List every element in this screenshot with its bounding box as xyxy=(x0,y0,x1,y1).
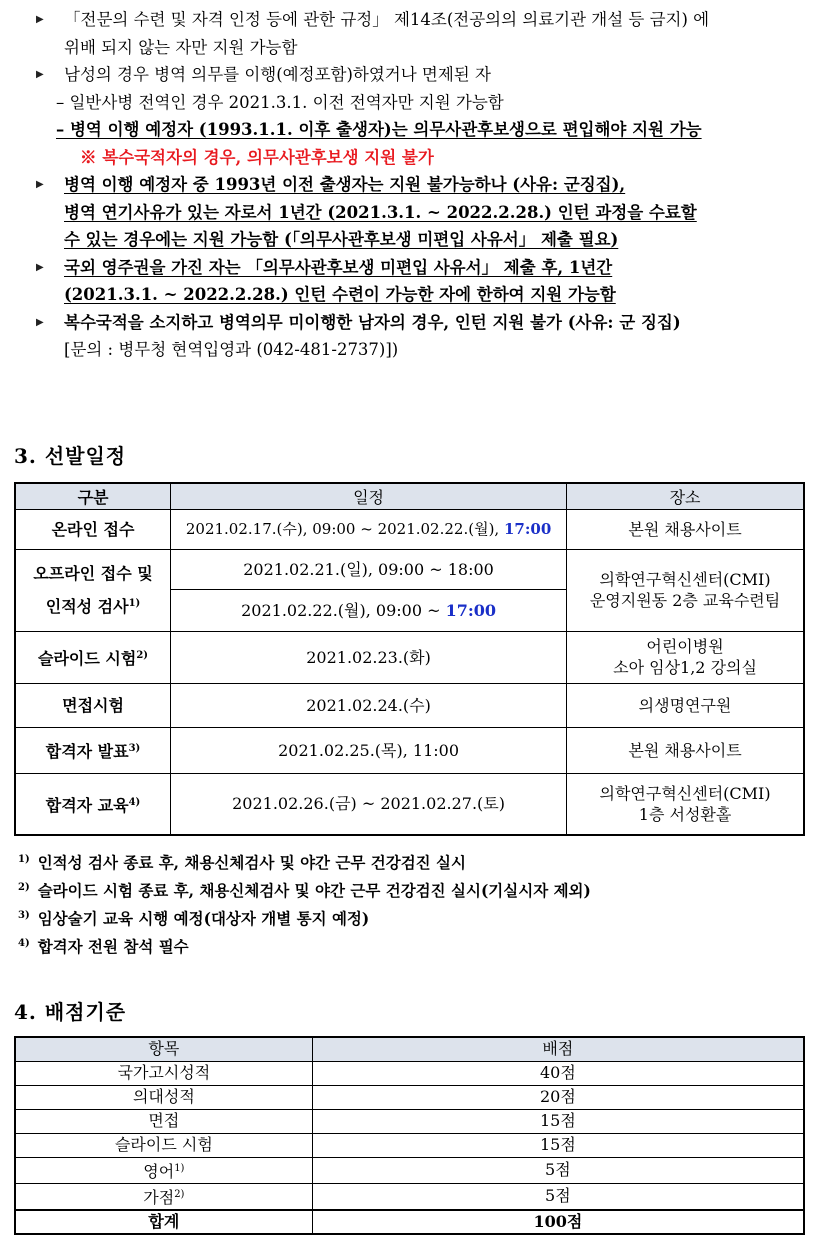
schedule-table xyxy=(14,482,805,836)
table-row: 2021.02.22.(월), 09:00 ~ 17:00 xyxy=(15,589,804,631)
table-row: 영어$^{1)}$ 5점 xyxy=(15,1157,804,1183)
arrow-icon: ▶ xyxy=(36,179,44,190)
arrow-icon: ▶ xyxy=(36,316,44,328)
footnote: $^{4)}$ 합격자 전원 참석 필수 xyxy=(18,937,189,956)
sub-item-cadet: – 병역 이행 예정자 (1993.1.1. 이후 출생자)는 의무사관후보생으로 편입해야 지원 가능 xyxy=(56,120,702,139)
table-row: 슬라이드 시험$^{2)}$ 2021.02.23.(화) 어린이병원 소아 임상1,2 강의실 xyxy=(15,631,804,683)
sub-item-discharged: – 일반사병 전역인 경우 2021.3.1. 이전 전역자만 지원 가능함 xyxy=(56,92,504,112)
table-header-row: 항목 배점 xyxy=(15,1037,804,1061)
section-title-scoring: 4. 배점기준 xyxy=(14,1000,127,1024)
footnote: $^{2)}$ 슬라이드 시험 종료 후, 채용신체검사 및 야간 근무 건강검진 실시(기실시자 제외) xyxy=(18,881,591,900)
total-row: 합계 100점 xyxy=(15,1210,804,1234)
arrow-icon: ▶ xyxy=(36,14,44,25)
warning-dual-citizenship: ※ 복수국적자의 경우, 의무사관후보생 지원 불가 xyxy=(80,147,434,167)
scoring-table xyxy=(14,1036,805,1235)
arrow-icon: ▶ xyxy=(36,261,44,273)
table-row: 의대성적 20점 xyxy=(15,1085,804,1109)
table-row: 가점$^{2)}$ 5점 xyxy=(15,1183,804,1210)
footnote: $^{1)}$ 인적성 검사 종료 후, 채용신체검사 및 야간 근무 건강검진 실시 xyxy=(18,853,466,872)
table-row: 합격자 발표$^{3)}$ 2021.02.25.(목), 11:00 본원 채용사이트 xyxy=(15,727,804,773)
section-title-schedule: 3. 선발일정 xyxy=(14,444,127,468)
contact-info: [문의 : 병무청 현역입영과 (042-481-2737)]) xyxy=(64,340,399,359)
eligibility-bullets: ▶ 「전문의 수련 및 자격 인정 등에 관한 규정」 제14조(전공의의 의료기관 개설 등 금지) 에 위배 되지 않는 자만 지원 가능함 ▶ 남성의 경우 병역 의무를 이행(예정포함)하였거나 면제된 자 – 일반사병 전역인 경우 2021.3.1. 이전 전역자만 지원 가능함 – 병역 이행 예정자 (1993.1.1. 이후 출생자)는 의무사관후보생으로 편입해야 지원 가능 ※ 복수국적자의 경우, 의무사관후보생 지원 불가 ▶ 병역 이행 예정자 중 1993년 이전 출생자는 지원 불가능하나 (사유: 군징집), 병역 연기사유가 있는 자로서 1년간 (2021.3.1. ~ 2022.2.28.) 인턴 과정을 수료할 수 있는 경우에는 지원 가능함 (「의무사관후보생 미편입 사유서」 제출 필요) ▶ 국외 영주권을 가진 자는 「의무사관후보생 미편입 사유서」 제출 후, 1년간 (2021.3.1. ~ 2022.2.28.) 인턴 수련이 가능한 자에 한하여 지원 가능함 ▶ 복수국적을 소지하고 병역의무 미이행한 남자의 경우, 인턴 지원 불가 (사유: 군 징집) [문의 : 병무청 현역입영과 (042-481-2737)]) xyxy=(0,6,830,364)
table-header-row: 구분 일정 장소 xyxy=(15,483,804,509)
table-row: 면접 15점 xyxy=(15,1109,804,1133)
table-row: 합격자 교육$^{4)}$ 2021.02.26.(금) ~ 2021.02.27.(토) 의학연구혁신센터(CMI) 1층 서성환홀 xyxy=(15,773,804,835)
table-row: 오프라인 접수 및 인적성 검사$^{1)}$ 2021.02.21.(일), 09:00 ~ 18:00 의학연구혁신센터(CMI) 운영지원동 2층 교육수련팀 xyxy=(15,549,804,589)
table-row: 슬라이드 시험 15점 xyxy=(15,1133,804,1157)
bullet-regulation: ▶ 「전문의 수련 및 자격 인정 등에 관한 규정」 제14조(전공의의 의료기관 개설 등 금지) 에 xyxy=(0,6,830,34)
bullet-pre1993: ▶ 병역 이행 예정자 중 1993년 이전 출생자는 지원 불가능하나 (사유: 군징집), xyxy=(0,171,830,199)
footnote: $^{3)}$ 임상술기 교육 시행 예정(대상자 개별 통지 예정) xyxy=(18,909,370,928)
table-row: 면접시험 2021.02.24.(수) 의생명연구원 xyxy=(15,683,804,727)
table-row: 온라인 접수 2021.02.17.(수), 09:00 ~ 2021.02.22.(월), 17:00 본원 채용사이트 xyxy=(15,509,804,549)
bullet-military: ▶ 남성의 경우 병역 의무를 이행(예정포함)하였거나 면제된 자 xyxy=(0,61,830,89)
table-row: 국가고시성적 40점 xyxy=(15,1061,804,1085)
bullet-dual-citizen-male: ▶ 복수국적을 소지하고 병역의무 미이행한 남자의 경우, 인턴 지원 불가 (사유: 군 징집) xyxy=(0,309,830,337)
arrow-icon: ▶ xyxy=(36,69,44,80)
bullet-permanent-residency: ▶ 국외 영주권을 가진 자는 「의무사관후보생 미편입 사유서」 제출 후, 1년간 xyxy=(0,254,830,282)
schedule-footnotes xyxy=(18,846,818,958)
